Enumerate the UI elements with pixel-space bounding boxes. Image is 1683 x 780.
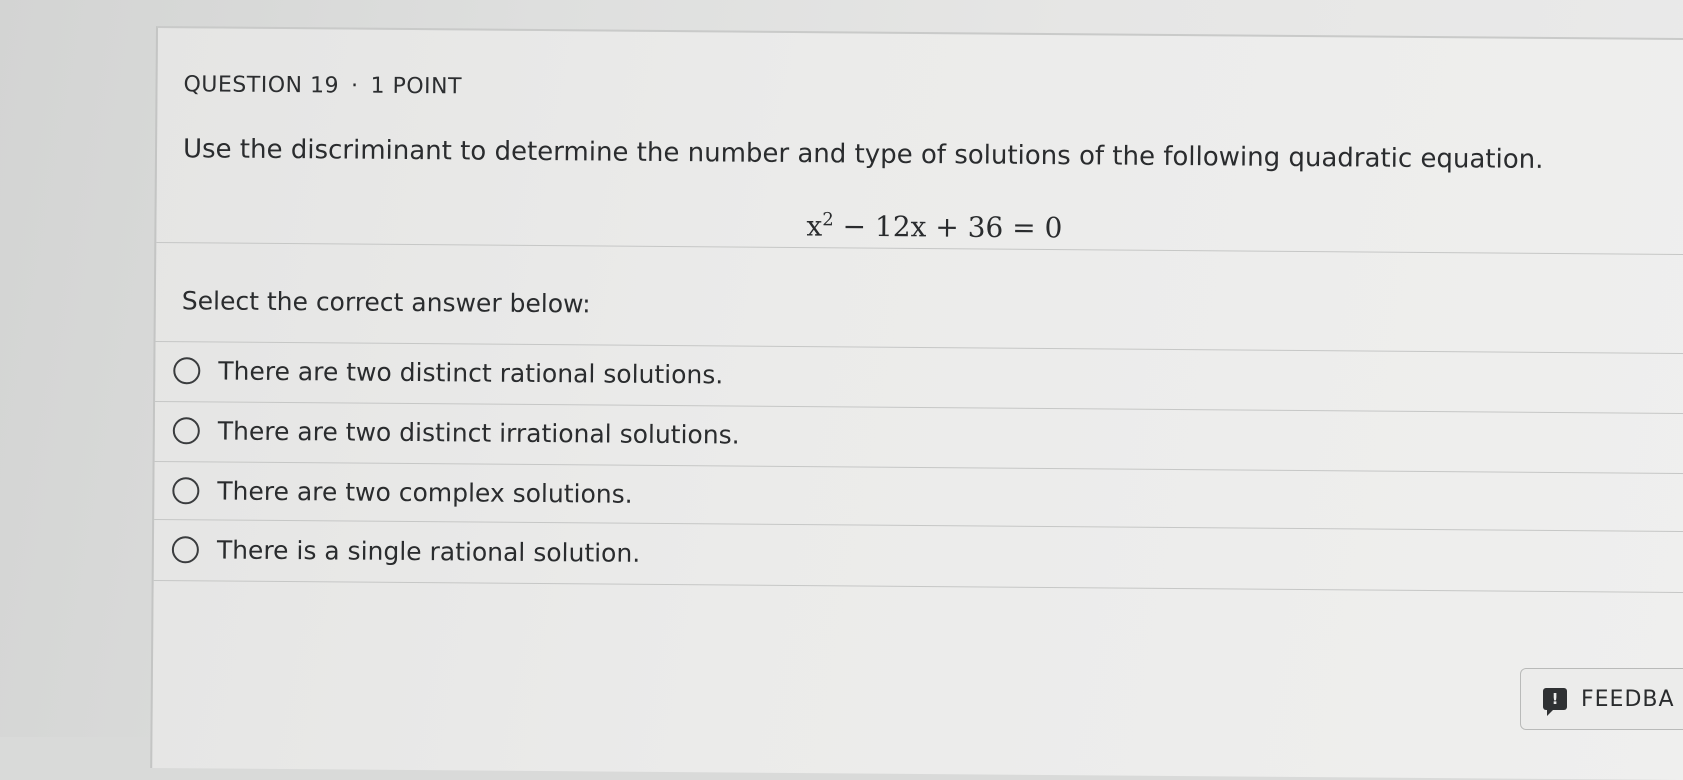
- question-prompt: Use the discriminant to determine the number and type of solutions of the following quadratic equation.: [182, 134, 1544, 175]
- answer-option-label: There are two distinct rational solutions.: [218, 356, 724, 389]
- answer-option-label: There are two complex solutions.: [217, 475, 633, 509]
- radio-button[interactable]: [172, 536, 199, 563]
- question-points: 1 POINT: [370, 73, 463, 100]
- answer-option-4[interactable]: [172, 527, 641, 575]
- divider: [154, 580, 1683, 593]
- answer-instruction: Select the correct answer below:: [181, 286, 591, 319]
- equation-base: x: [806, 209, 823, 243]
- question-header: [183, 72, 462, 99]
- header-separator: ·: [350, 73, 359, 99]
- answer-option-label: There are two distinct irrational solutions.: [217, 415, 740, 450]
- question-number: QUESTION 19: [183, 72, 340, 99]
- equation-rest: − 12x + 36 = 0: [833, 209, 1063, 245]
- feedback-button[interactable]: [1520, 668, 1683, 730]
- feedback-label: FEEDBA: [1581, 686, 1675, 712]
- answer-option-label: There is a single rational solution.: [216, 534, 641, 568]
- equation-exponent: 2: [822, 209, 834, 231]
- radio-button[interactable]: [173, 357, 200, 384]
- divider: [156, 242, 1683, 255]
- radio-button[interactable]: [172, 477, 199, 504]
- question-card: [150, 26, 1683, 780]
- quadratic-equation: [806, 209, 1062, 244]
- answer-option-3[interactable]: [172, 468, 633, 516]
- feedback-exclamation-icon: !: [1543, 688, 1567, 710]
- radio-button[interactable]: [173, 417, 200, 444]
- answer-option-1[interactable]: [173, 348, 723, 396]
- answer-option-2[interactable]: [173, 408, 740, 456]
